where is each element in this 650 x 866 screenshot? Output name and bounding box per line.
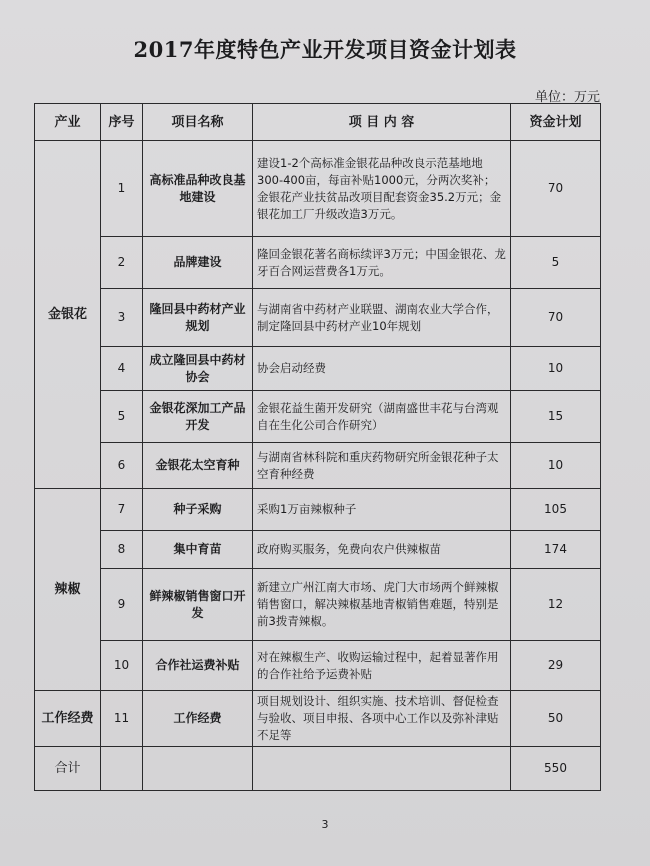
table-row xyxy=(35,391,601,443)
row-name: 金银花太空育种 xyxy=(143,443,253,489)
total-label: 合计 xyxy=(35,747,101,791)
row-amount: 10 xyxy=(511,347,601,391)
table-header-row xyxy=(35,104,601,141)
row-amount: 15 xyxy=(511,391,601,443)
table-row xyxy=(35,347,601,391)
row-content: 项目规划设计、组织实施、技术培训、督促检查与验收、项目申报、各项中心工作以及弥补津贴不足等 xyxy=(253,691,511,747)
budget-table xyxy=(34,103,601,791)
row-content: 建设1-2个高标准金银花品种改良示范基地地300-400亩，每亩补贴1000元，分两次奖补；金银花产业扶贫品改项目配套资金35.2万元；金银花加工厂升级改造3万元。 xyxy=(253,141,511,237)
row-no: 11 xyxy=(101,691,143,747)
industry-cell-jinyinhua: 金银花 xyxy=(35,141,101,489)
row-name: 成立隆回县中药材协会 xyxy=(143,347,253,391)
row-no: 4 xyxy=(101,347,143,391)
row-content: 金银花益生菌开发研究（湖南盛世丰花与台湾观自在生化公司合作研究） xyxy=(253,391,511,443)
header-industry: 产业 xyxy=(35,104,101,141)
row-amount: 12 xyxy=(511,569,601,641)
row-no: 8 xyxy=(101,531,143,569)
total-row xyxy=(35,747,601,791)
row-no: 3 xyxy=(101,289,143,347)
table-row xyxy=(35,289,601,347)
row-content: 隆回金银花著名商标续评3万元；中国金银花、龙牙百合网运营费各1万元。 xyxy=(253,237,511,289)
row-name: 品牌建设 xyxy=(143,237,253,289)
row-content: 与湖南省中药材产业联盟、湖南农业大学合作，制定隆回县中药材产业10年规划 xyxy=(253,289,511,347)
row-name: 集中育苗 xyxy=(143,531,253,569)
row-amount: 50 xyxy=(511,691,601,747)
row-no: 1 xyxy=(101,141,143,237)
row-amount: 10 xyxy=(511,443,601,489)
total-amount: 550 xyxy=(511,747,601,791)
unit-label: 单位：万元 xyxy=(534,90,600,105)
table-row xyxy=(35,531,601,569)
row-name: 合作社运费补贴 xyxy=(143,641,253,691)
row-no: 7 xyxy=(101,489,143,531)
page-number: 3 xyxy=(321,818,329,831)
table-row xyxy=(35,641,601,691)
row-content: 政府购买服务，免费向农户供辣椒苗 xyxy=(253,531,511,569)
empty-cell xyxy=(253,747,511,791)
header-no: 序号 xyxy=(101,104,143,141)
row-name: 工作经费 xyxy=(143,691,253,747)
row-name: 隆回县中药材产业规划 xyxy=(143,289,253,347)
row-no: 5 xyxy=(101,391,143,443)
empty-cell xyxy=(101,747,143,791)
row-amount: 70 xyxy=(511,141,601,237)
row-name: 金银花深加工产品开发 xyxy=(143,391,253,443)
row-amount: 5 xyxy=(511,237,601,289)
row-amount: 29 xyxy=(511,641,601,691)
row-amount: 70 xyxy=(511,289,601,347)
table-row xyxy=(35,691,601,747)
table-row xyxy=(35,569,601,641)
row-amount: 105 xyxy=(511,489,601,531)
row-no: 6 xyxy=(101,443,143,489)
header-content: 项 目 内 容 xyxy=(253,104,511,141)
row-name: 种子采购 xyxy=(143,489,253,531)
empty-cell xyxy=(143,747,253,791)
row-content: 新建立广州江南大市场、虎门大市场两个鲜辣椒销售窗口，解决辣椒基地青椒销售难题，特别是前3拨青辣椒。 xyxy=(253,569,511,641)
table-row xyxy=(35,443,601,489)
row-no: 9 xyxy=(101,569,143,641)
row-content: 对在辣椒生产、收购运输过程中，起着显著作用的合作社给予运费补贴 xyxy=(253,641,511,691)
row-amount: 174 xyxy=(511,531,601,569)
industry-cell-lajiao: 辣椒 xyxy=(35,489,101,691)
row-content: 采购1万亩辣椒种子 xyxy=(253,489,511,531)
industry-cell-gongzuo: 工作经费 xyxy=(35,691,101,747)
row-content: 协会启动经费 xyxy=(253,347,511,391)
row-name: 鲜辣椒销售窗口开发 xyxy=(143,569,253,641)
document-title: 2017年度特色产业开发项目资金计划表 xyxy=(133,37,517,62)
row-no: 10 xyxy=(101,641,143,691)
table-row xyxy=(35,489,601,531)
table-row xyxy=(35,237,601,289)
row-content: 与湖南省林科院和重庆药物研究所金银花种子太空育种经费 xyxy=(253,443,511,489)
row-name: 高标准品种改良基地建设 xyxy=(143,141,253,237)
row-no: 2 xyxy=(101,237,143,289)
table-row xyxy=(35,141,601,237)
header-amount: 资金计划 xyxy=(511,104,601,141)
header-name: 项目名称 xyxy=(143,104,253,141)
